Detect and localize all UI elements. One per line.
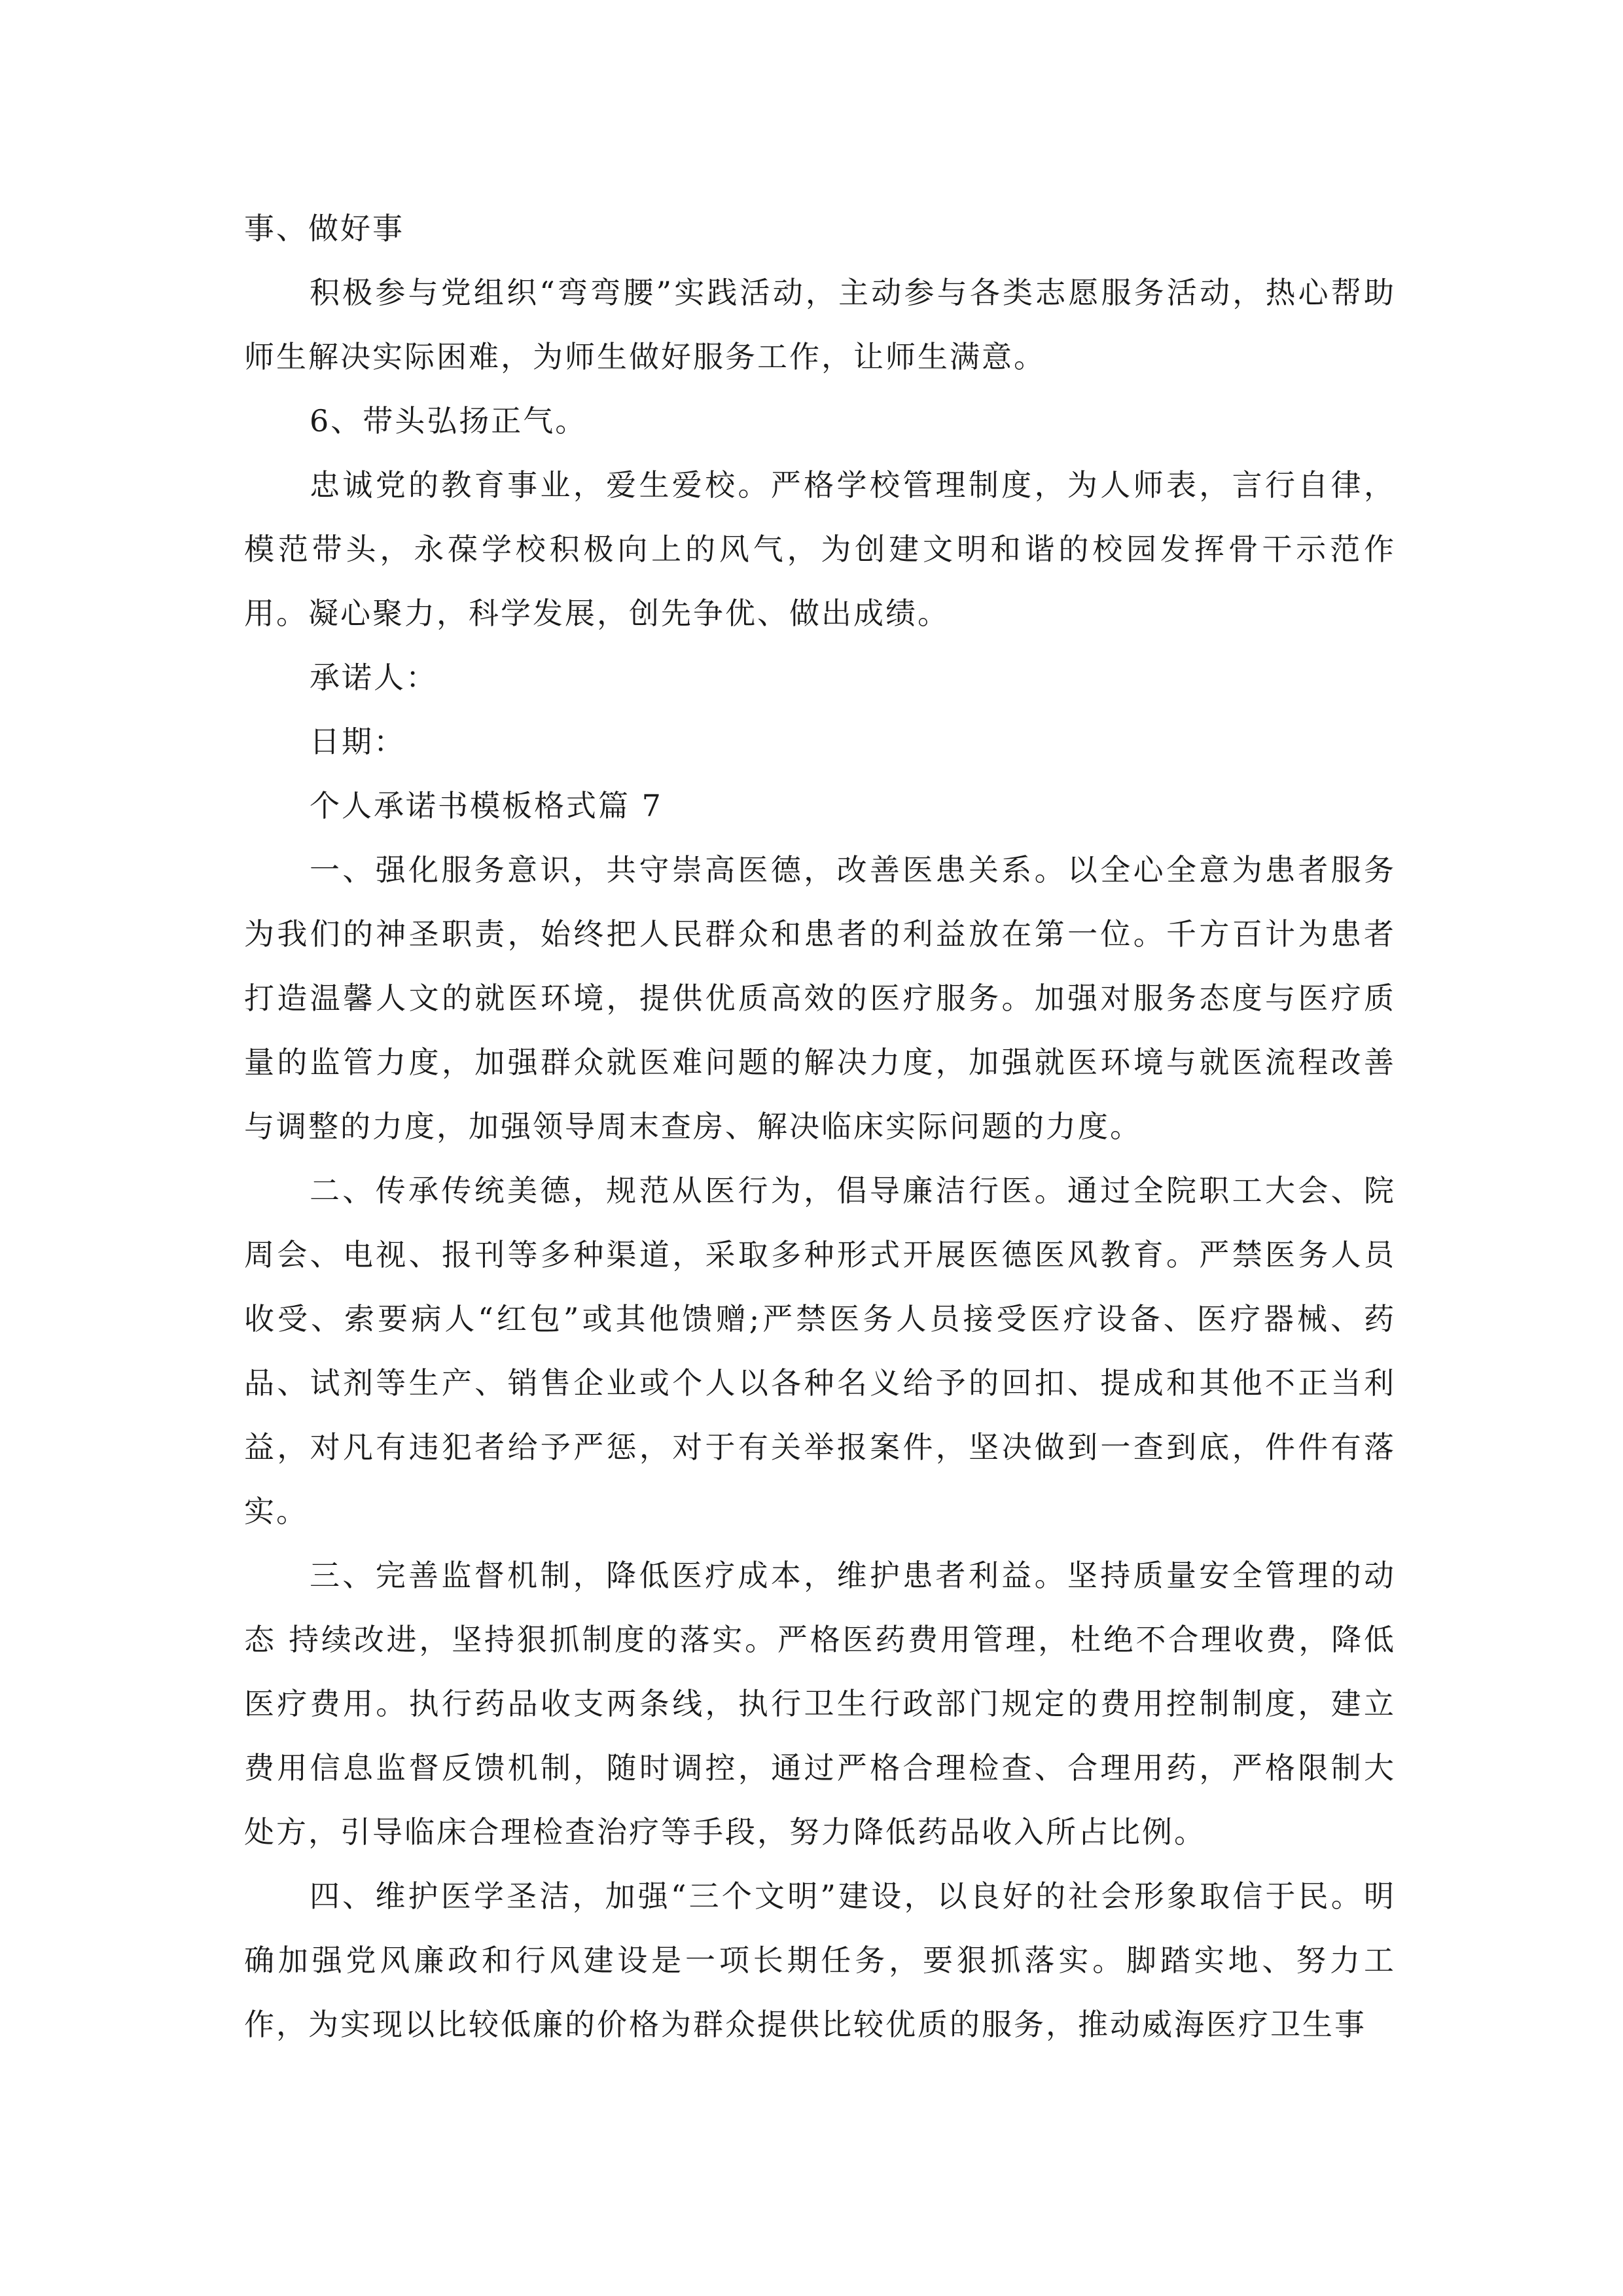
date-label: 日期： (310, 724, 406, 759)
paragraph-loyalty: 忠诚党的教育事业，爱生爱校。严格学校管理制度，为人师表，言行自律，模范带头，永葆学校积极向上的风气，为创建文明和谐的校园发挥骨干示范作用。凝心聚力，科学发展，创先争优、做出成绩。 (244, 467, 1396, 631)
promisor-label: 承诺人： (310, 660, 438, 695)
document-body (244, 196, 1396, 2056)
paragraph-item-2: 二、传承传统美德，规范从医行为，倡导廉洁行医。通过全院职工大会、院周会、电视、报刊等多种渠道，采取多种形式开展医德医风教育。严禁医务人员收受、索要病人“红包”或其他馈赠;严禁医务人员接受医疗设备、医疗器械、药品、试剂等生产、销售企业或个人以各种名义给予的回扣、提成和其他不正当利益，对凡有违犯者给予严惩，对于有关举报案件，坚决做到一查到底，件件有落实。 (244, 1173, 1396, 1529)
heading-item-6: 6、带头弘扬正气。 (310, 403, 588, 439)
paragraph-volunteer: 积极参与党组织“弯弯腰”实践活动，主动参与各类志愿服务活动，热心帮助师生解决实际困难，为师生做好服务工作，让师生满意。 (244, 275, 1396, 374)
paragraph-item-1: 一、强化服务意识，共守崇高医德，改善医患关系。以全心全意为患者服务为我们的神圣职责，始终把人民群众和患者的利益放在第一位。千方百计为患者打造温馨人文的就医环境，提供优质高效的医疗服务。加强对服务态度与医疗质量的监管力度，加强群众就医难问题的解决力度，加强就医环境与就医流程改善与调整的力度，加强领导周末查房、解决临床实际问题的力度。 (244, 852, 1396, 1144)
paragraph-item-4: 四、维护医学圣洁，加强“三个文明”建设，以良好的社会形象取信于民。明确加强党风廉政和行风建设是一项长期任务，要狠抓落实。脚踏实地、努力工作，为实现以比较低廉的价格为群众提供比较优质的服务，推动威海医疗卫生事 (244, 1878, 1396, 2042)
paragraph-item-3: 三、完善监督机制，降低医疗成本，维护患者利益。坚持质量安全管理的动态 持续改进，坚持狠抓制度的落实。严格医药费用管理，杜绝不合理收费，降低医疗费用。执行药品收支两条线，执行卫生行政部门规定的费用控制制度，建立费用信息监督反馈机制，随时调控，通过严格合理检查、合理用药，严格限制大处方，引导临床合理检查治疗等手段，努力降低药品收入所占比例。 (244, 1558, 1396, 1850)
section-title: 个人承诺书模板格式篇 7 (310, 788, 663, 823)
paragraph-continuation: 事、做好事 (244, 211, 404, 246)
